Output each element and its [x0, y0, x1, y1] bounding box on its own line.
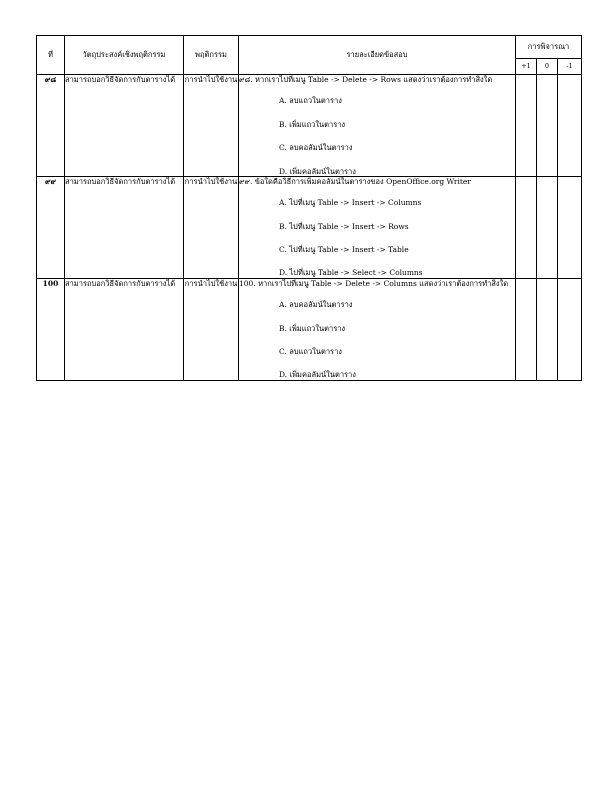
question-text: 100. หากเราไปที่เมนู Table -> Delete -> Columns แสดงว่าเราต้องการทำสิ่งใด [239, 278, 509, 288]
choice-c: C. ลบแถวในตาราง [279, 346, 342, 356]
question-text: ๙๙. ข้อใดคือวิธีการเพิ่มคอลัมน์ในตารางของ OpenOffice.org Writer [239, 176, 471, 186]
choice-c: C. ลบคอลัมน์ในตาราง [279, 143, 353, 153]
item-behavior: การนำไปใช้งาน [184, 176, 239, 278]
score-cell-minus1[interactable] [558, 75, 582, 177]
choice-a: A. ไปที่เมนู Table -> Insert -> Columns [279, 198, 422, 208]
choice-a: A. ลบคอลัมน์ในตาราง [279, 300, 353, 310]
table-row [37, 176, 582, 278]
header-details: รายละเอียดข้อสอบ [239, 36, 516, 75]
score-cell-0[interactable] [537, 75, 558, 177]
item-details [239, 278, 516, 380]
score-cell-0[interactable] [537, 278, 558, 380]
table-row [37, 278, 582, 380]
item-objective: สามารถบอกวิธีจัดการกับตารางได้ [65, 176, 184, 278]
choice-d: D. ไปที่เมนู Table -> Select -> Columns [279, 268, 423, 278]
item-behavior: การนำไปใช้งาน [184, 75, 239, 177]
question-text: ๙๘. หากเราไปที่เมนู Table -> Delete -> Rows แสดงว่าเราต้องการทำสิ่งใด [239, 75, 493, 84]
choice-b: B. ไปที่เมนู Table -> Insert -> Rows [279, 221, 409, 231]
header-score-minus1: -1 [558, 59, 582, 75]
header-behavior: พฤติกรรม [184, 36, 239, 75]
choice-d: D. เพิ่มคอลัมน์ในตาราง [279, 370, 356, 380]
exam-evaluation-table [36, 35, 582, 381]
score-cell-minus1[interactable] [558, 278, 582, 380]
header-evaluation: การพิจารณา [516, 36, 582, 59]
header-objective: วัตถุประสงค์เชิงพฤติกรรม [65, 36, 184, 75]
header-no: ที่ [37, 36, 65, 75]
score-cell-plus1[interactable] [516, 176, 537, 278]
header-score-0: 0 [537, 59, 558, 75]
table-row [37, 75, 582, 177]
item-details [239, 75, 516, 177]
score-cell-plus1[interactable] [516, 75, 537, 177]
item-behavior: การนำไปใช้งาน [184, 278, 239, 380]
header-score-plus1: +1 [516, 59, 537, 75]
item-details [239, 176, 516, 278]
choice-c: C. ไปที่เมนู Table -> Insert -> Table [279, 245, 409, 254]
item-number: 100 [37, 278, 65, 380]
item-number: ๙๙ [37, 176, 65, 278]
item-number: ๙๘ [37, 75, 65, 177]
choice-b: B. เพิ่มแถวในตาราง [279, 119, 346, 129]
choice-d: D. เพิ่มคอลัมน์ในตาราง [279, 166, 356, 176]
score-cell-minus1[interactable] [558, 176, 582, 278]
score-cell-plus1[interactable] [516, 278, 537, 380]
choice-b: B. เพิ่มแถวในตาราง [279, 323, 346, 333]
item-objective: สามารถบอกวิธีจัดการกับตารางได้ [65, 75, 184, 177]
item-objective: สามารถบอกวิธีจัดการกับตารางได้ [65, 278, 184, 380]
score-cell-0[interactable] [537, 176, 558, 278]
choice-a: A. ลบแถวในตาราง [279, 96, 342, 106]
